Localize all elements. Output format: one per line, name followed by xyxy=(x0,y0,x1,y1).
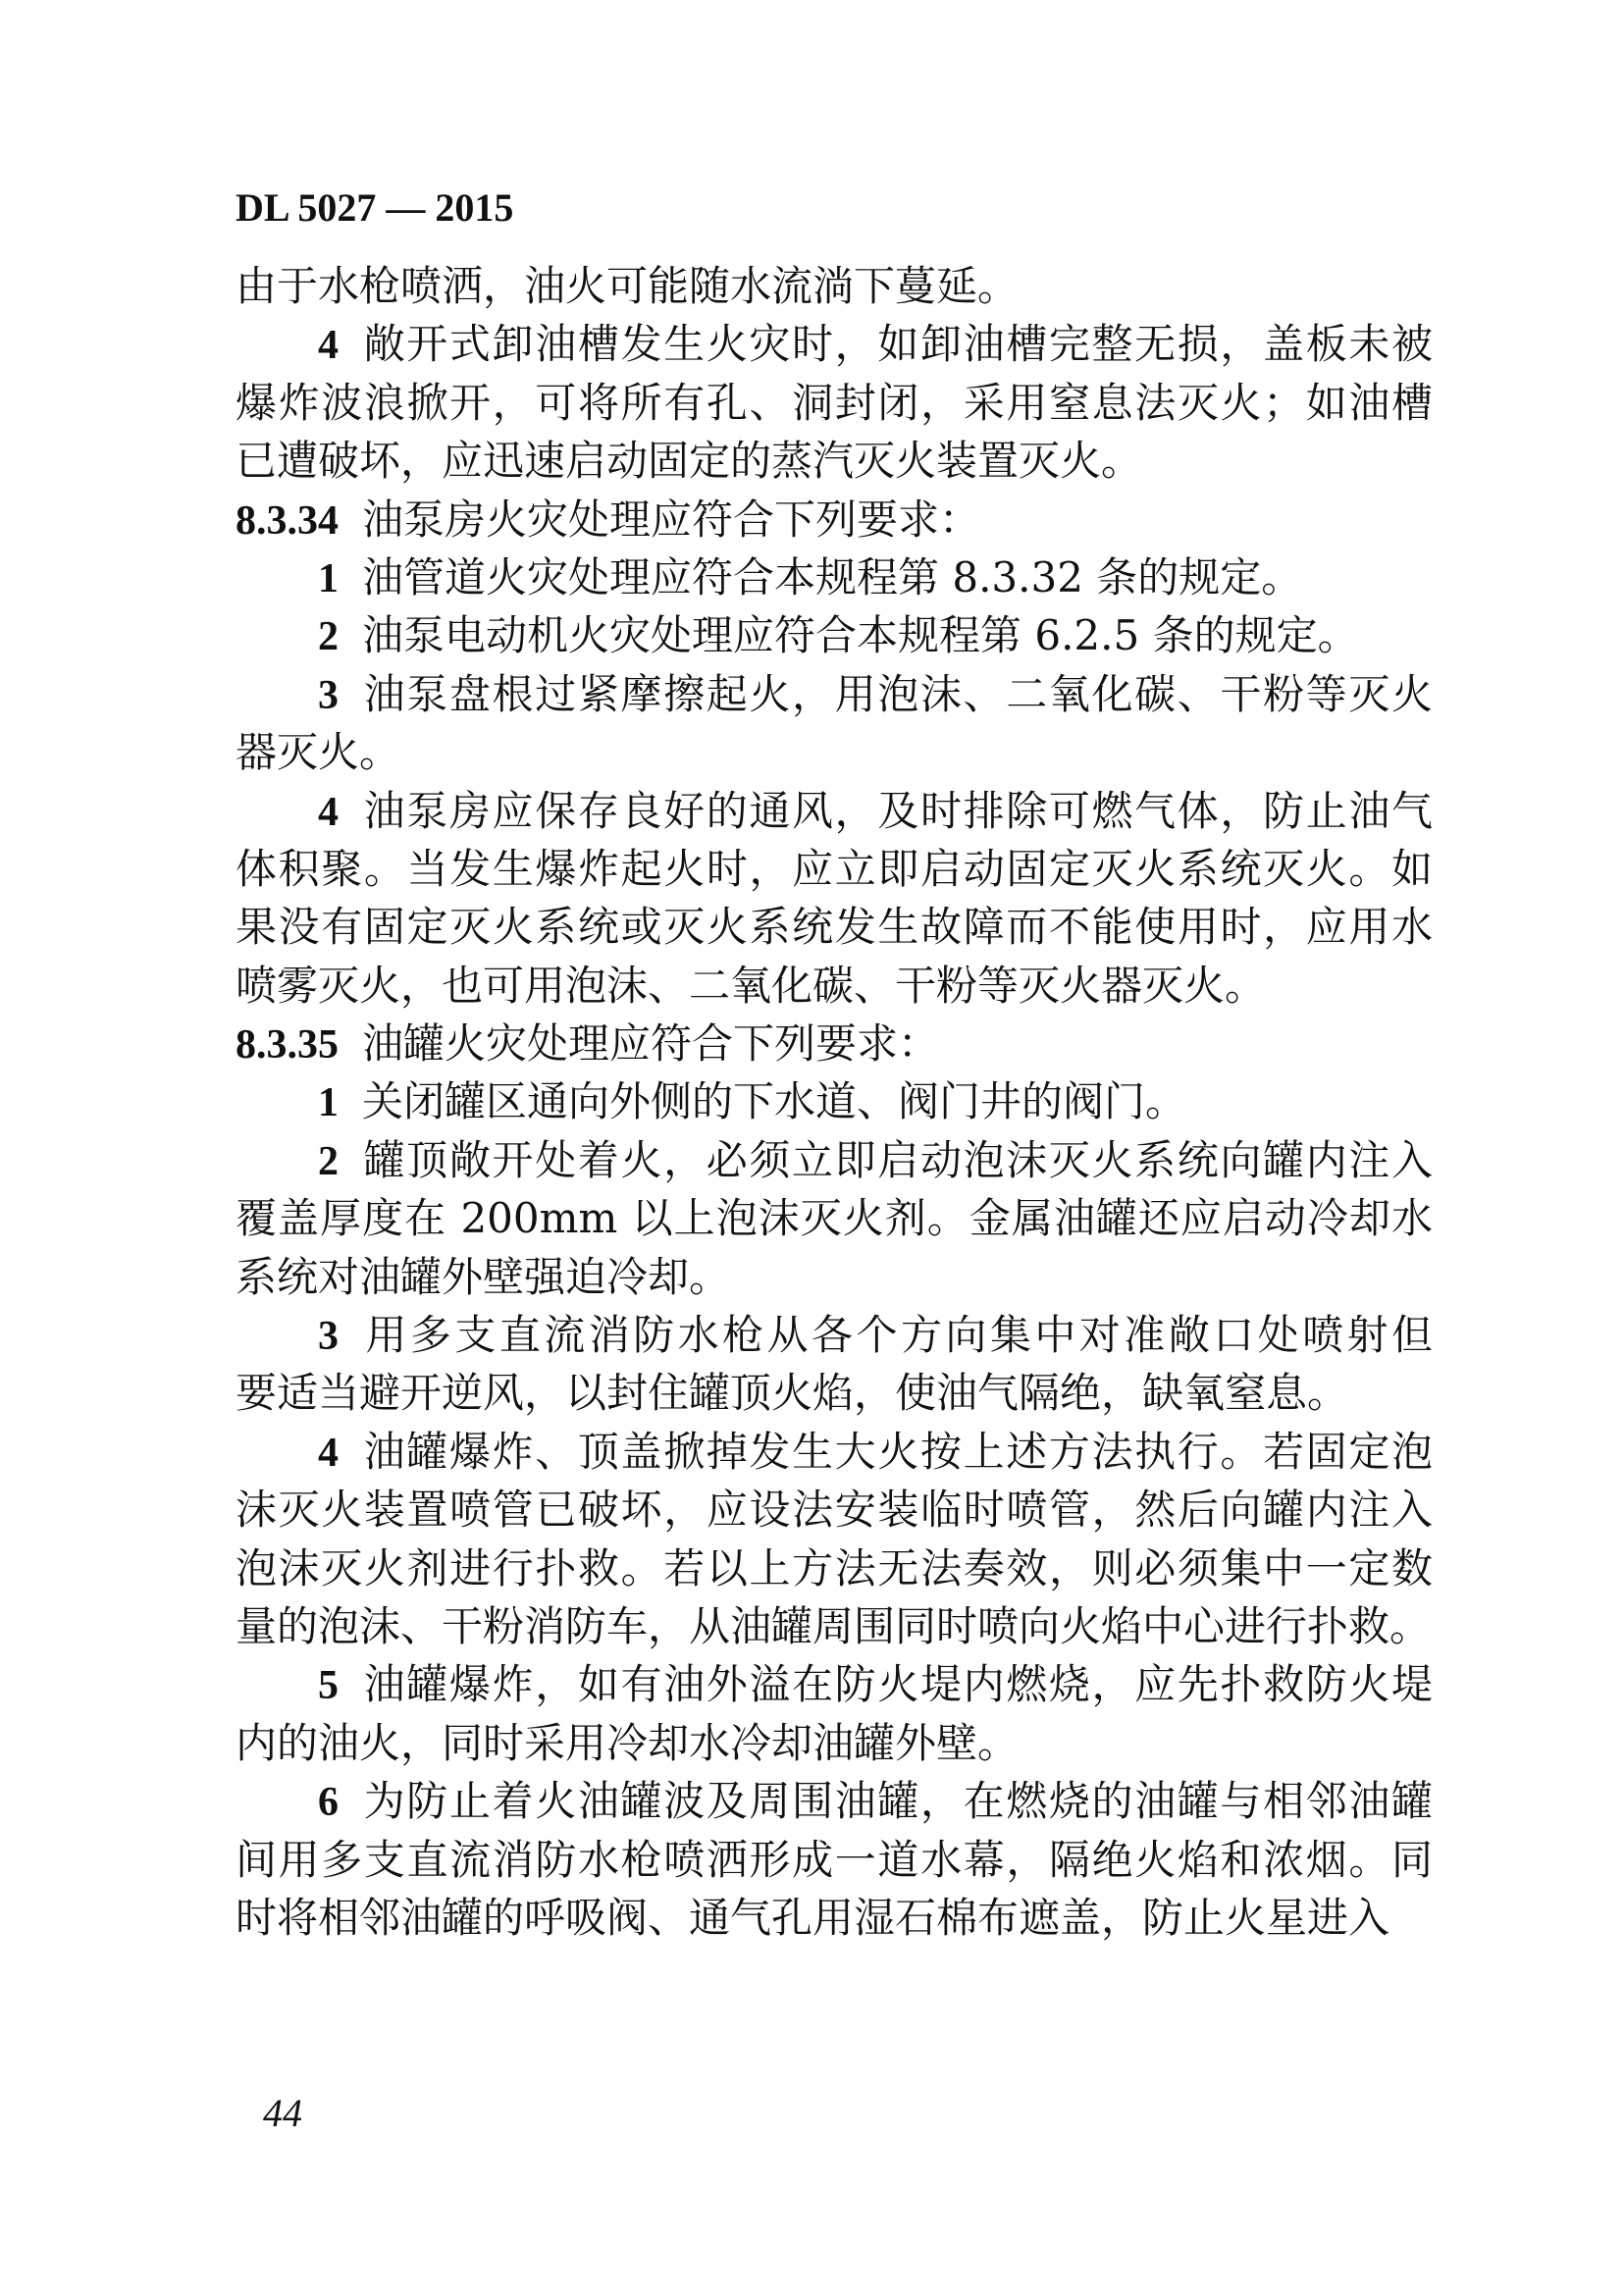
item-text: 罐顶敞开处着火，必须立即启动泡沫灭火系统向罐内注入 xyxy=(362,1135,1433,1184)
item-number: 1 xyxy=(318,555,339,601)
text-line: 覆盖厚度在 200mm 以上泡沫灭火剂。金属油罐还应启动冷却水 xyxy=(236,1194,1433,1243)
item-text: 用多支直流消防水枪从各个方向集中对准敞口处喷射但 xyxy=(362,1311,1433,1360)
body-text xyxy=(236,257,1433,1947)
list-item-line xyxy=(236,1131,1433,1189)
item-number: 3 xyxy=(318,1314,339,1360)
item-text: 油泵电动机火灾处理应符合本规程第 6.2.5 条的规定。 xyxy=(362,611,1359,660)
text-line: 沫灭火装置喷管已破坏，应设法安装临时喷管，然后向罐内注入 xyxy=(236,1486,1433,1535)
text-line: 内的油火，同时采用冷却水冷却油罐外壁。 xyxy=(236,1718,1020,1767)
item-text: 敞开式卸油槽发生火灾时，如卸油槽完整无损，盖板未被 xyxy=(362,320,1433,369)
text-line: 量的泡沫、干粉消防车，从油罐周围同时喷向火焰中心进行扑救。 xyxy=(236,1601,1432,1650)
item-text: 油罐爆炸，如有油外溢在防火堤内燃烧，应先扑救防火堤 xyxy=(362,1660,1433,1709)
item-text: 油泵房应保存良好的通风，及时排除可燃气体，防止油气 xyxy=(362,786,1433,835)
item-number: 4 xyxy=(318,789,339,835)
text-line: 器灭火。 xyxy=(236,728,401,777)
clause-number: 8.3.35 xyxy=(236,1022,339,1069)
clause-heading-text: 油泵房火灾处理应符合下列要求： xyxy=(362,495,981,544)
text-line: 已遭破坏，应迅速启动固定的蒸汽灭火装置灭火。 xyxy=(236,437,1143,486)
list-item-line xyxy=(236,1306,1433,1364)
item-number: 4 xyxy=(318,1430,339,1476)
text-line: 系统对油罐外壁强迫冷却。 xyxy=(236,1252,731,1301)
list-item-line xyxy=(236,1772,1433,1830)
list-item-line xyxy=(236,1423,1433,1481)
item-number: 6 xyxy=(318,1780,339,1826)
item-number: 2 xyxy=(318,1138,339,1184)
item-text: 为防止着火油罐波及周围油罐，在燃烧的油罐与相邻油罐 xyxy=(362,1777,1433,1826)
text-line: 喷雾灭火，也可用泡沫、二氧化碳、干粉等灭火器灭火。 xyxy=(236,961,1267,1010)
text-line: 体积聚。当发生爆炸起火时，应立即启动固定灭火系统灭火。如 xyxy=(236,844,1433,893)
clause-heading xyxy=(236,1015,1433,1072)
text-line: 泡沫灭火剂进行扑救。若以上方法无法奏效，则必须集中一定数 xyxy=(236,1543,1433,1592)
clause-heading xyxy=(236,491,1433,548)
item-number: 4 xyxy=(318,323,339,369)
list-item-line xyxy=(236,1655,1433,1713)
item-number: 2 xyxy=(318,614,339,660)
item-number: 1 xyxy=(318,1080,339,1126)
text-line: 果没有固定灭火系统或灭火系统发生故障而不能使用时，应用水 xyxy=(236,903,1433,952)
item-number: 5 xyxy=(318,1663,339,1709)
list-item-line xyxy=(236,782,1433,840)
text-line: 由于水枪喷洒，油火可能随水流淌下蔓延。 xyxy=(236,262,1020,310)
list-item-line xyxy=(236,665,1433,723)
clause-number: 8.3.34 xyxy=(236,497,339,544)
document-code-header: DL 5027 — 2015 xyxy=(236,185,514,230)
list-item-line xyxy=(236,606,1433,664)
item-text: 关闭罐区通向外侧的下水道、阀门井的阀门。 xyxy=(362,1077,1187,1126)
text-line: 要适当避开逆风，以封住罐顶火焰，使油气隔绝，缺氧窒息。 xyxy=(236,1369,1349,1418)
item-text: 油泵盘根过紧摩擦起火，用泡沫、二氧化碳、干粉等灭火 xyxy=(362,669,1433,718)
item-number: 3 xyxy=(318,672,339,718)
text-line: 间用多支直流消防水枪喷洒形成一道水幕，隔绝火焰和浓烟。同 xyxy=(236,1835,1433,1884)
text-line: 爆炸波浪掀开，可将所有孔、洞封闭，采用窒息法灭火；如油槽 xyxy=(236,378,1433,427)
list-item-line xyxy=(236,315,1433,373)
page-number: 44 xyxy=(263,2091,302,2135)
item-text: 油罐爆炸、顶盖掀掉发生大火按上述方法执行。若固定泡 xyxy=(362,1427,1433,1476)
list-item-line xyxy=(236,548,1433,606)
text-line: 时将相邻油罐的呼吸阀、通气孔用湿石棉布遮盖，防止火星进入 xyxy=(236,1893,1390,1942)
list-item-line xyxy=(236,1072,1433,1130)
item-text: 油管道火灾处理应符合本规程第 8.3.32 条的规定。 xyxy=(362,552,1303,601)
clause-heading-text: 油罐火灾处理应符合下列要求： xyxy=(362,1019,940,1069)
